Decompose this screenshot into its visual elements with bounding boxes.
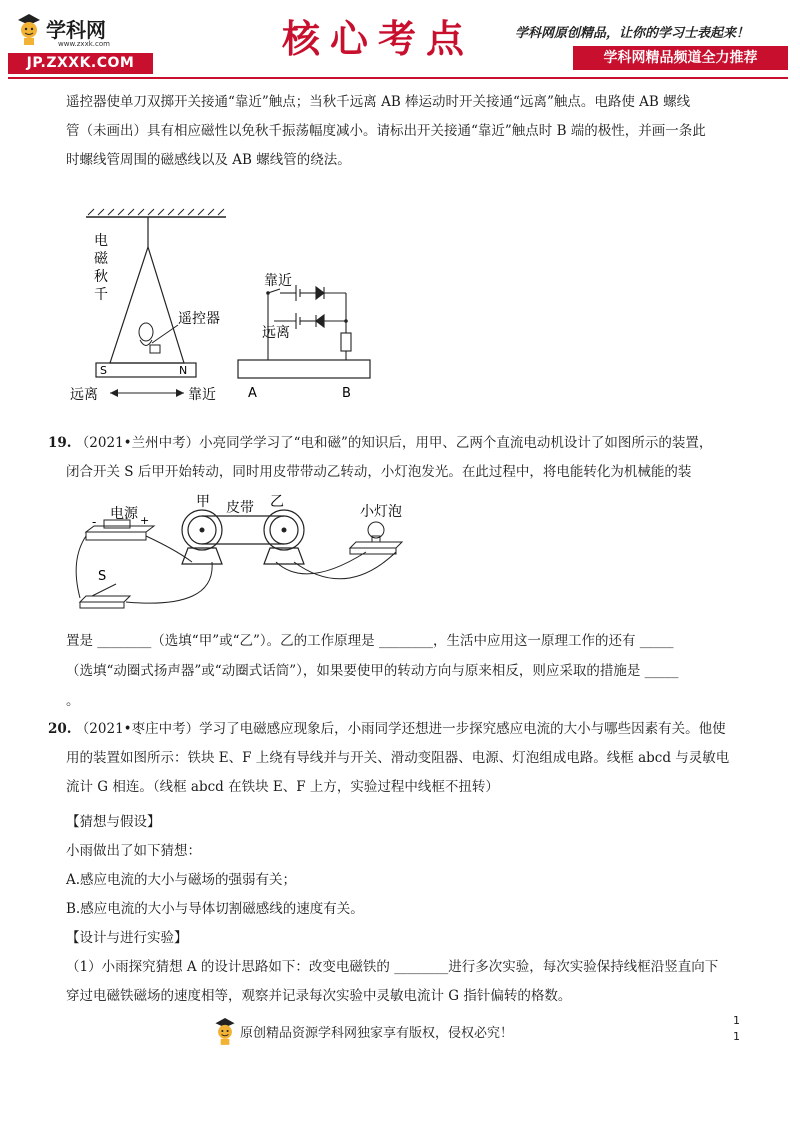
- q20-design-2: 穿过电磁铁磁场的速度相等，观察并记录每次实验中灵敏电流计 G 指针偏转的格数。: [66, 988, 572, 1004]
- q20-line-2: 用的装置如图所示：铁块 E、F 上绕有导线并与开关、滑动变阻器、电源、灯泡组成电路。线框 abcd 与灵敏电: [66, 750, 730, 766]
- swing-label-3: 秋: [94, 269, 108, 285]
- logo-url: www.zxxk.com: [58, 40, 110, 48]
- q19-source: （2021•兰州中考）: [75, 435, 200, 451]
- power-label: 电源: [110, 506, 138, 522]
- small-bulb: [350, 522, 402, 554]
- connecting-wires: [76, 536, 396, 603]
- q18-text: [66, 88, 756, 175]
- q20-heading-guess: 【猜想与假设】: [66, 814, 161, 830]
- remote-label: 遥控器: [178, 311, 220, 327]
- q18-line-1: 遥控器使单刀双掷开关接通“靠近”触点；当秋千远离 AB 棒运动时开关接通“远离”触点。电路使 AB 螺线: [66, 94, 691, 110]
- swing-label-4: 千: [94, 287, 108, 303]
- ceiling-hatch: [86, 209, 226, 217]
- switch-s: [80, 584, 130, 608]
- q18-line-2: 管（未画出）具有相应磁性以免秋千振荡幅度减小。请标出开关接通“靠近”触点时 B 端的极性，并画一条此: [66, 123, 706, 139]
- child-figure: [139, 323, 160, 353]
- switch-label: S: [98, 569, 107, 584]
- q19-line-1: [48, 432, 712, 454]
- motor-yi-label: 乙: [270, 494, 284, 510]
- q19-number: 19.: [48, 435, 72, 451]
- swing-label-2: 磁: [94, 251, 108, 267]
- end-b-label: B: [342, 386, 351, 401]
- bulb-label: 小灯泡: [360, 504, 402, 520]
- header-title: 核心考点: [282, 16, 475, 61]
- circuit-away-label: 远离: [262, 325, 290, 341]
- header-slogan: 学科网原创精品，让你的学习士表起来！: [515, 26, 750, 41]
- q19-line-3: 置是 ________（选填“甲”或“乙”）。乙的工作原理是 ________，生活中应用这一原理工作的还有 _____: [66, 633, 674, 649]
- q18-line-3: 时螺线管周围的磁感线以及 AB 螺线管的绕法。: [66, 152, 351, 168]
- swing-label-1: 电: [94, 233, 108, 249]
- q20-line-1: [48, 718, 726, 740]
- end-a-label: A: [248, 386, 257, 401]
- power-minus: -: [92, 515, 97, 529]
- away-label: 远离: [70, 387, 98, 403]
- q20-guess-b: B.感应电流的大小与导体切割磁感线的速度有关。: [66, 901, 364, 917]
- near-label: 靠近: [188, 387, 216, 403]
- header-recommend-badge: 学科网精品频道全力推荐: [573, 46, 788, 70]
- q20-line-3: 流计 G 相连。（线框 abcd 在铁块 E、F 上方，实验过程中线框不扭转）: [66, 779, 499, 795]
- q20-guess-intro: 小雨做出了如下猜想：: [66, 843, 201, 859]
- q20-design-1: （1）小雨探究猜想 A 的设计思路如下：改变电磁铁的 ________进行多次实验，每次实验保持线框沿竖直向下: [66, 959, 719, 975]
- q20-source: （2021•枣庄中考）: [75, 721, 200, 737]
- remote-pointer: [152, 325, 178, 343]
- page-number: 1: [733, 1014, 740, 1027]
- ab-rod: [238, 360, 370, 378]
- q19-text-1: 小亮同学学习了“电和磁”的知识后，用甲、乙两个直流电动机设计了如图所示的装置，: [199, 435, 713, 451]
- q20-text-1: 学习了电磁感应现象后，小雨同学还想进一步探究感应电流的大小与哪些因素有关。他使: [199, 721, 726, 737]
- logo-mascot-icon: [14, 12, 44, 46]
- circuit-near-label: 靠近: [264, 273, 292, 289]
- power-plus: +: [140, 514, 150, 527]
- q19-figure: [66, 490, 426, 620]
- q19-line-2: 闭合开关 S 后甲开始转动，同时用皮带带动乙转动，小灯泡发光。在此过程中，将电能转化为机械能的装: [66, 464, 692, 480]
- footer-mascot-icon: [212, 1016, 238, 1046]
- belt-label: 皮带: [226, 500, 254, 516]
- site-url-badge[interactable]: JP.ZXXK.COM: [8, 53, 153, 74]
- q19-line-5: 。: [66, 693, 80, 709]
- header-divider: [8, 77, 788, 79]
- q20-number: 20.: [48, 721, 72, 737]
- magnet-s-label: S: [100, 364, 107, 377]
- q18-figure: [66, 205, 386, 410]
- page-number-total: 1: [733, 1030, 740, 1043]
- q20-heading-design: 【设计与进行实验】: [66, 930, 188, 946]
- q20-guess-a: A.感应电流的大小与磁场的强弱有关；: [66, 872, 297, 888]
- q19-line-4: （选填“动圈式扬声器”或“动圈式话筒”），如果要使甲的转动方向与原来相反，则应采取的措施是 _____: [66, 663, 679, 679]
- logo-text: 学科网: [46, 18, 106, 42]
- footer-copyright: 原创精品资源学科网独家享有版权，侵权必究！: [240, 1026, 514, 1041]
- magnet-n-label: N: [179, 364, 188, 377]
- motor-yi: [264, 510, 304, 564]
- motor-jia-label: 甲: [196, 494, 210, 510]
- control-circuit: [268, 285, 351, 360]
- motor-jia: [182, 510, 222, 564]
